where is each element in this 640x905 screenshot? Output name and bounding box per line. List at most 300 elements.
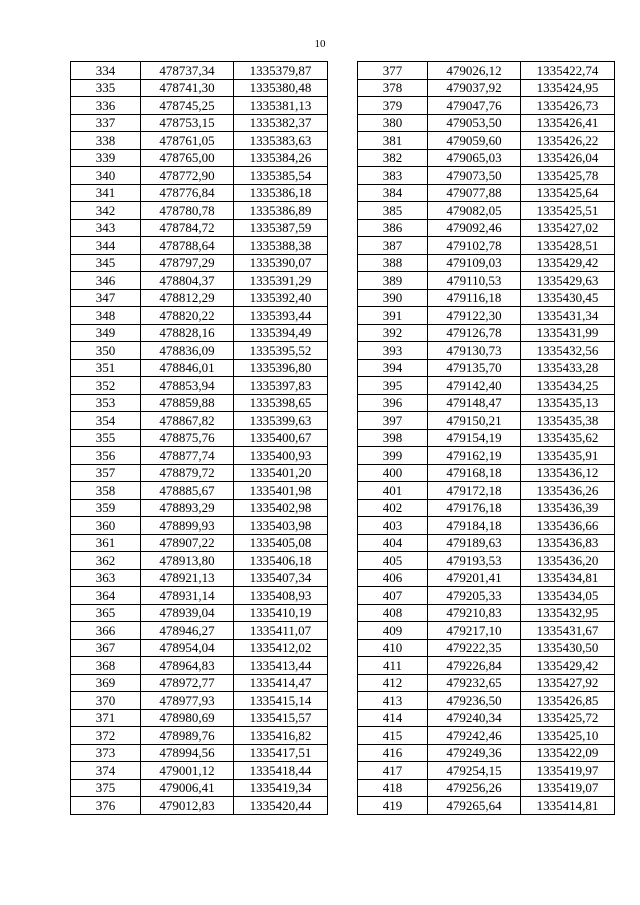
x-coordinate-cell: 478797,29 <box>141 254 234 272</box>
x-coordinate-cell: 478893,29 <box>141 499 234 517</box>
table-row <box>358 62 615 80</box>
x-coordinate-cell: 479053,50 <box>428 114 521 132</box>
table-row <box>71 552 328 570</box>
y-coordinate-cell: 1335406,18 <box>234 552 328 570</box>
y-coordinate-cell: 1335426,85 <box>521 692 615 710</box>
y-coordinate-cell: 1335431,67 <box>521 622 615 640</box>
point-number-cell: 389 <box>358 272 428 290</box>
point-number-cell: 404 <box>358 534 428 552</box>
table-row <box>358 184 615 202</box>
point-number-cell: 397 <box>358 412 428 430</box>
table-row <box>71 79 328 97</box>
table-row <box>358 254 615 272</box>
x-coordinate-cell: 478913,80 <box>141 552 234 570</box>
x-coordinate-cell: 479256,26 <box>428 779 521 797</box>
y-coordinate-cell: 1335425,51 <box>521 202 615 220</box>
y-coordinate-cell: 1335422,74 <box>521 62 615 80</box>
point-number-cell: 412 <box>358 674 428 692</box>
y-coordinate-cell: 1335393,44 <box>234 307 328 325</box>
point-number-cell: 340 <box>71 167 141 185</box>
y-coordinate-cell: 1335418,44 <box>234 762 328 780</box>
table-row <box>358 762 615 780</box>
y-coordinate-cell: 1335379,87 <box>234 62 328 80</box>
x-coordinate-cell: 479116,18 <box>428 289 521 307</box>
table-row <box>358 97 615 115</box>
point-number-cell: 410 <box>358 639 428 657</box>
x-coordinate-cell: 479150,21 <box>428 412 521 430</box>
y-coordinate-cell: 1335395,52 <box>234 342 328 360</box>
table-row <box>358 359 615 377</box>
x-coordinate-cell: 479193,53 <box>428 552 521 570</box>
table-row <box>71 149 328 167</box>
y-coordinate-cell: 1335419,97 <box>521 762 615 780</box>
point-number-cell: 341 <box>71 184 141 202</box>
point-number-cell: 366 <box>71 622 141 640</box>
x-coordinate-cell: 478737,34 <box>141 62 234 80</box>
table-row <box>71 744 328 762</box>
point-number-cell: 418 <box>358 779 428 797</box>
point-number-cell: 399 <box>358 447 428 465</box>
point-number-cell: 392 <box>358 324 428 342</box>
table-row <box>358 744 615 762</box>
y-coordinate-cell: 1335435,38 <box>521 412 615 430</box>
x-coordinate-cell: 478812,29 <box>141 289 234 307</box>
y-coordinate-cell: 1335436,12 <box>521 464 615 482</box>
table-row <box>71 517 328 535</box>
y-coordinate-cell: 1335400,67 <box>234 429 328 447</box>
page-number: 10 <box>314 38 326 50</box>
y-coordinate-cell: 1335415,57 <box>234 709 328 727</box>
table-row <box>71 464 328 482</box>
point-number-cell: 344 <box>71 237 141 255</box>
coordinates-table-right <box>357 61 615 815</box>
x-coordinate-cell: 479026,12 <box>428 62 521 80</box>
table-row <box>71 167 328 185</box>
y-coordinate-cell: 1335412,02 <box>234 639 328 657</box>
y-coordinate-cell: 1335414,81 <box>521 797 615 815</box>
x-coordinate-cell: 478931,14 <box>141 587 234 605</box>
table-row <box>71 604 328 622</box>
x-coordinate-cell: 478745,25 <box>141 97 234 115</box>
point-number-cell: 419 <box>358 797 428 815</box>
table-row <box>358 377 615 395</box>
table-row <box>71 657 328 675</box>
y-coordinate-cell: 1335391,29 <box>234 272 328 290</box>
point-number-cell: 373 <box>71 744 141 762</box>
table-row <box>71 184 328 202</box>
x-coordinate-cell: 479172,18 <box>428 482 521 500</box>
point-number-cell: 348 <box>71 307 141 325</box>
x-coordinate-cell: 479142,40 <box>428 377 521 395</box>
point-number-cell: 374 <box>71 762 141 780</box>
table-row <box>358 727 615 745</box>
y-coordinate-cell: 1335405,08 <box>234 534 328 552</box>
x-coordinate-cell: 479126,78 <box>428 324 521 342</box>
x-coordinate-cell: 478804,37 <box>141 272 234 290</box>
y-coordinate-cell: 1335426,04 <box>521 149 615 167</box>
x-coordinate-cell: 478859,88 <box>141 394 234 412</box>
point-number-cell: 349 <box>71 324 141 342</box>
x-coordinate-cell: 479249,36 <box>428 744 521 762</box>
point-number-cell: 335 <box>71 79 141 97</box>
point-number-cell: 357 <box>71 464 141 482</box>
y-coordinate-cell: 1335380,48 <box>234 79 328 97</box>
point-number-cell: 356 <box>71 447 141 465</box>
x-coordinate-cell: 478954,04 <box>141 639 234 657</box>
x-coordinate-cell: 479222,35 <box>428 639 521 657</box>
point-number-cell: 360 <box>71 517 141 535</box>
table-row <box>71 254 328 272</box>
x-coordinate-cell: 479232,65 <box>428 674 521 692</box>
x-coordinate-cell: 479092,46 <box>428 219 521 237</box>
table-row <box>71 62 328 80</box>
y-coordinate-cell: 1335430,50 <box>521 639 615 657</box>
y-coordinate-cell: 1335400,93 <box>234 447 328 465</box>
point-number-cell: 365 <box>71 604 141 622</box>
x-coordinate-cell: 478921,13 <box>141 569 234 587</box>
y-coordinate-cell: 1335425,72 <box>521 709 615 727</box>
table-row <box>71 202 328 220</box>
x-coordinate-cell: 478772,90 <box>141 167 234 185</box>
x-coordinate-cell: 479077,88 <box>428 184 521 202</box>
table-row <box>71 114 328 132</box>
point-number-cell: 403 <box>358 517 428 535</box>
table-row <box>71 394 328 412</box>
table-row <box>71 639 328 657</box>
x-coordinate-cell: 478828,16 <box>141 324 234 342</box>
table-row <box>71 499 328 517</box>
x-coordinate-cell: 479217,10 <box>428 622 521 640</box>
y-coordinate-cell: 1335436,39 <box>521 499 615 517</box>
point-number-cell: 405 <box>358 552 428 570</box>
y-coordinate-cell: 1335384,26 <box>234 149 328 167</box>
y-coordinate-cell: 1335435,13 <box>521 394 615 412</box>
x-coordinate-cell: 479189,63 <box>428 534 521 552</box>
table-row <box>358 464 615 482</box>
table-row <box>358 324 615 342</box>
point-number-cell: 396 <box>358 394 428 412</box>
x-coordinate-cell: 478980,69 <box>141 709 234 727</box>
y-coordinate-cell: 1335411,07 <box>234 622 328 640</box>
table-row <box>358 517 615 535</box>
point-number-cell: 367 <box>71 639 141 657</box>
y-coordinate-cell: 1335408,93 <box>234 587 328 605</box>
x-coordinate-cell: 478994,56 <box>141 744 234 762</box>
table-row <box>358 149 615 167</box>
y-coordinate-cell: 1335431,34 <box>521 307 615 325</box>
table-row <box>358 797 615 815</box>
x-coordinate-cell: 479254,15 <box>428 762 521 780</box>
point-number-cell: 416 <box>358 744 428 762</box>
point-number-cell: 358 <box>71 482 141 500</box>
x-coordinate-cell: 478780,78 <box>141 202 234 220</box>
point-number-cell: 346 <box>71 272 141 290</box>
table-row <box>71 272 328 290</box>
x-coordinate-cell: 478753,15 <box>141 114 234 132</box>
table-row <box>358 482 615 500</box>
table-row <box>358 167 615 185</box>
table-row <box>358 604 615 622</box>
x-coordinate-cell: 479001,12 <box>141 762 234 780</box>
y-coordinate-cell: 1335432,95 <box>521 604 615 622</box>
y-coordinate-cell: 1335428,51 <box>521 237 615 255</box>
x-coordinate-cell: 479073,50 <box>428 167 521 185</box>
y-coordinate-cell: 1335387,59 <box>234 219 328 237</box>
table-row <box>358 342 615 360</box>
y-coordinate-cell: 1335416,82 <box>234 727 328 745</box>
x-coordinate-cell: 479240,34 <box>428 709 521 727</box>
point-number-cell: 372 <box>71 727 141 745</box>
point-number-cell: 375 <box>71 779 141 797</box>
y-coordinate-cell: 1335383,63 <box>234 132 328 150</box>
point-number-cell: 387 <box>358 237 428 255</box>
x-coordinate-cell: 478836,09 <box>141 342 234 360</box>
y-coordinate-cell: 1335401,98 <box>234 482 328 500</box>
y-coordinate-cell: 1335388,38 <box>234 237 328 255</box>
table-row <box>358 237 615 255</box>
point-number-cell: 338 <box>71 132 141 150</box>
point-number-cell: 350 <box>71 342 141 360</box>
table-row <box>71 569 328 587</box>
x-coordinate-cell: 479154,19 <box>428 429 521 447</box>
table-row <box>71 709 328 727</box>
point-number-cell: 409 <box>358 622 428 640</box>
x-coordinate-cell: 479006,41 <box>141 779 234 797</box>
point-number-cell: 413 <box>358 692 428 710</box>
y-coordinate-cell: 1335430,45 <box>521 289 615 307</box>
table-row <box>71 219 328 237</box>
point-number-cell: 415 <box>358 727 428 745</box>
table-body <box>358 62 615 815</box>
y-coordinate-cell: 1335435,91 <box>521 447 615 465</box>
x-coordinate-cell: 479037,92 <box>428 79 521 97</box>
y-coordinate-cell: 1335434,25 <box>521 377 615 395</box>
x-coordinate-cell: 478820,22 <box>141 307 234 325</box>
y-coordinate-cell: 1335398,65 <box>234 394 328 412</box>
x-coordinate-cell: 479184,18 <box>428 517 521 535</box>
y-coordinate-cell: 1335417,51 <box>234 744 328 762</box>
table-row <box>358 114 615 132</box>
table-row <box>71 377 328 395</box>
x-coordinate-cell: 478741,30 <box>141 79 234 97</box>
table-row <box>71 762 328 780</box>
table-row <box>358 132 615 150</box>
point-number-cell: 391 <box>358 307 428 325</box>
y-coordinate-cell: 1335427,92 <box>521 674 615 692</box>
table-row <box>358 674 615 692</box>
x-coordinate-cell: 479102,78 <box>428 237 521 255</box>
table-row <box>358 79 615 97</box>
y-coordinate-cell: 1335399,63 <box>234 412 328 430</box>
point-number-cell: 345 <box>71 254 141 272</box>
table-row <box>71 324 328 342</box>
y-coordinate-cell: 1335427,02 <box>521 219 615 237</box>
x-coordinate-cell: 478972,77 <box>141 674 234 692</box>
x-coordinate-cell: 478907,22 <box>141 534 234 552</box>
table-row <box>358 307 615 325</box>
table-row <box>358 709 615 727</box>
table-row <box>358 779 615 797</box>
y-coordinate-cell: 1335424,95 <box>521 79 615 97</box>
x-coordinate-cell: 479109,03 <box>428 254 521 272</box>
point-number-cell: 414 <box>358 709 428 727</box>
x-coordinate-cell: 478784,72 <box>141 219 234 237</box>
point-number-cell: 379 <box>358 97 428 115</box>
x-coordinate-cell: 478899,93 <box>141 517 234 535</box>
y-coordinate-cell: 1335434,05 <box>521 587 615 605</box>
table-row <box>71 307 328 325</box>
point-number-cell: 402 <box>358 499 428 517</box>
y-coordinate-cell: 1335413,44 <box>234 657 328 675</box>
point-number-cell: 376 <box>71 797 141 815</box>
table-row <box>358 692 615 710</box>
point-number-cell: 370 <box>71 692 141 710</box>
table-row <box>358 202 615 220</box>
y-coordinate-cell: 1335425,10 <box>521 727 615 745</box>
y-coordinate-cell: 1335419,07 <box>521 779 615 797</box>
y-coordinate-cell: 1335385,54 <box>234 167 328 185</box>
point-number-cell: 407 <box>358 587 428 605</box>
y-coordinate-cell: 1335415,14 <box>234 692 328 710</box>
y-coordinate-cell: 1335394,49 <box>234 324 328 342</box>
x-coordinate-cell: 479130,73 <box>428 342 521 360</box>
point-number-cell: 401 <box>358 482 428 500</box>
y-coordinate-cell: 1335432,56 <box>521 342 615 360</box>
y-coordinate-cell: 1335436,20 <box>521 552 615 570</box>
table-row <box>358 587 615 605</box>
point-number-cell: 383 <box>358 167 428 185</box>
table-row <box>71 412 328 430</box>
table-row <box>71 359 328 377</box>
table-row <box>358 534 615 552</box>
point-number-cell: 364 <box>71 587 141 605</box>
y-coordinate-cell: 1335401,20 <box>234 464 328 482</box>
table-row <box>71 797 328 815</box>
x-coordinate-cell: 479082,05 <box>428 202 521 220</box>
coordinates-table-left <box>70 61 328 815</box>
y-coordinate-cell: 1335436,66 <box>521 517 615 535</box>
point-number-cell: 352 <box>71 377 141 395</box>
x-coordinate-cell: 479148,47 <box>428 394 521 412</box>
x-coordinate-cell: 479122,30 <box>428 307 521 325</box>
table-row <box>358 289 615 307</box>
table-row <box>71 779 328 797</box>
table-row <box>71 447 328 465</box>
point-number-cell: 351 <box>71 359 141 377</box>
x-coordinate-cell: 479135,70 <box>428 359 521 377</box>
table-row <box>358 639 615 657</box>
point-number-cell: 371 <box>71 709 141 727</box>
table-row <box>71 342 328 360</box>
y-coordinate-cell: 1335382,37 <box>234 114 328 132</box>
x-coordinate-cell: 479012,83 <box>141 797 234 815</box>
y-coordinate-cell: 1335435,62 <box>521 429 615 447</box>
point-number-cell: 380 <box>358 114 428 132</box>
table-row <box>71 587 328 605</box>
x-coordinate-cell: 478939,04 <box>141 604 234 622</box>
y-coordinate-cell: 1335433,28 <box>521 359 615 377</box>
x-coordinate-cell: 479110,53 <box>428 272 521 290</box>
table-row <box>358 219 615 237</box>
point-number-cell: 395 <box>358 377 428 395</box>
x-coordinate-cell: 478846,01 <box>141 359 234 377</box>
table-body <box>71 62 328 815</box>
y-coordinate-cell: 1335392,40 <box>234 289 328 307</box>
point-number-cell: 417 <box>358 762 428 780</box>
point-number-cell: 384 <box>358 184 428 202</box>
point-number-cell: 362 <box>71 552 141 570</box>
x-coordinate-cell: 479065,03 <box>428 149 521 167</box>
point-number-cell: 342 <box>71 202 141 220</box>
point-number-cell: 385 <box>358 202 428 220</box>
table-row <box>71 429 328 447</box>
point-number-cell: 355 <box>71 429 141 447</box>
y-coordinate-cell: 1335425,64 <box>521 184 615 202</box>
point-number-cell: 378 <box>358 79 428 97</box>
point-number-cell: 337 <box>71 114 141 132</box>
table-row <box>358 429 615 447</box>
y-coordinate-cell: 1335426,41 <box>521 114 615 132</box>
x-coordinate-cell: 478788,64 <box>141 237 234 255</box>
x-coordinate-cell: 478946,27 <box>141 622 234 640</box>
y-coordinate-cell: 1335431,99 <box>521 324 615 342</box>
y-coordinate-cell: 1335390,07 <box>234 254 328 272</box>
point-number-cell: 388 <box>358 254 428 272</box>
y-coordinate-cell: 1335434,81 <box>521 569 615 587</box>
point-number-cell: 400 <box>358 464 428 482</box>
x-coordinate-cell: 479236,50 <box>428 692 521 710</box>
y-coordinate-cell: 1335414,47 <box>234 674 328 692</box>
point-number-cell: 382 <box>358 149 428 167</box>
table-row <box>71 237 328 255</box>
x-coordinate-cell: 479168,18 <box>428 464 521 482</box>
x-coordinate-cell: 478977,93 <box>141 692 234 710</box>
y-coordinate-cell: 1335436,83 <box>521 534 615 552</box>
table-row <box>358 412 615 430</box>
point-number-cell: 361 <box>71 534 141 552</box>
table-row <box>71 289 328 307</box>
x-coordinate-cell: 479162,19 <box>428 447 521 465</box>
x-coordinate-cell: 478877,74 <box>141 447 234 465</box>
x-coordinate-cell: 479265,64 <box>428 797 521 815</box>
y-coordinate-cell: 1335397,83 <box>234 377 328 395</box>
point-number-cell: 334 <box>71 62 141 80</box>
y-coordinate-cell: 1335396,80 <box>234 359 328 377</box>
point-number-cell: 336 <box>71 97 141 115</box>
point-number-cell: 369 <box>71 674 141 692</box>
x-coordinate-cell: 479047,76 <box>428 97 521 115</box>
point-number-cell: 343 <box>71 219 141 237</box>
point-number-cell: 393 <box>358 342 428 360</box>
x-coordinate-cell: 478776,84 <box>141 184 234 202</box>
y-coordinate-cell: 1335410,19 <box>234 604 328 622</box>
point-number-cell: 368 <box>71 657 141 675</box>
x-coordinate-cell: 478879,72 <box>141 464 234 482</box>
point-number-cell: 406 <box>358 569 428 587</box>
table-row <box>71 727 328 745</box>
x-coordinate-cell: 479210,83 <box>428 604 521 622</box>
y-coordinate-cell: 1335402,98 <box>234 499 328 517</box>
x-coordinate-cell: 478761,05 <box>141 132 234 150</box>
x-coordinate-cell: 478867,82 <box>141 412 234 430</box>
point-number-cell: 408 <box>358 604 428 622</box>
y-coordinate-cell: 1335425,78 <box>521 167 615 185</box>
y-coordinate-cell: 1335426,73 <box>521 97 615 115</box>
table-row <box>358 272 615 290</box>
point-number-cell: 394 <box>358 359 428 377</box>
y-coordinate-cell: 1335429,42 <box>521 657 615 675</box>
table-row <box>358 499 615 517</box>
